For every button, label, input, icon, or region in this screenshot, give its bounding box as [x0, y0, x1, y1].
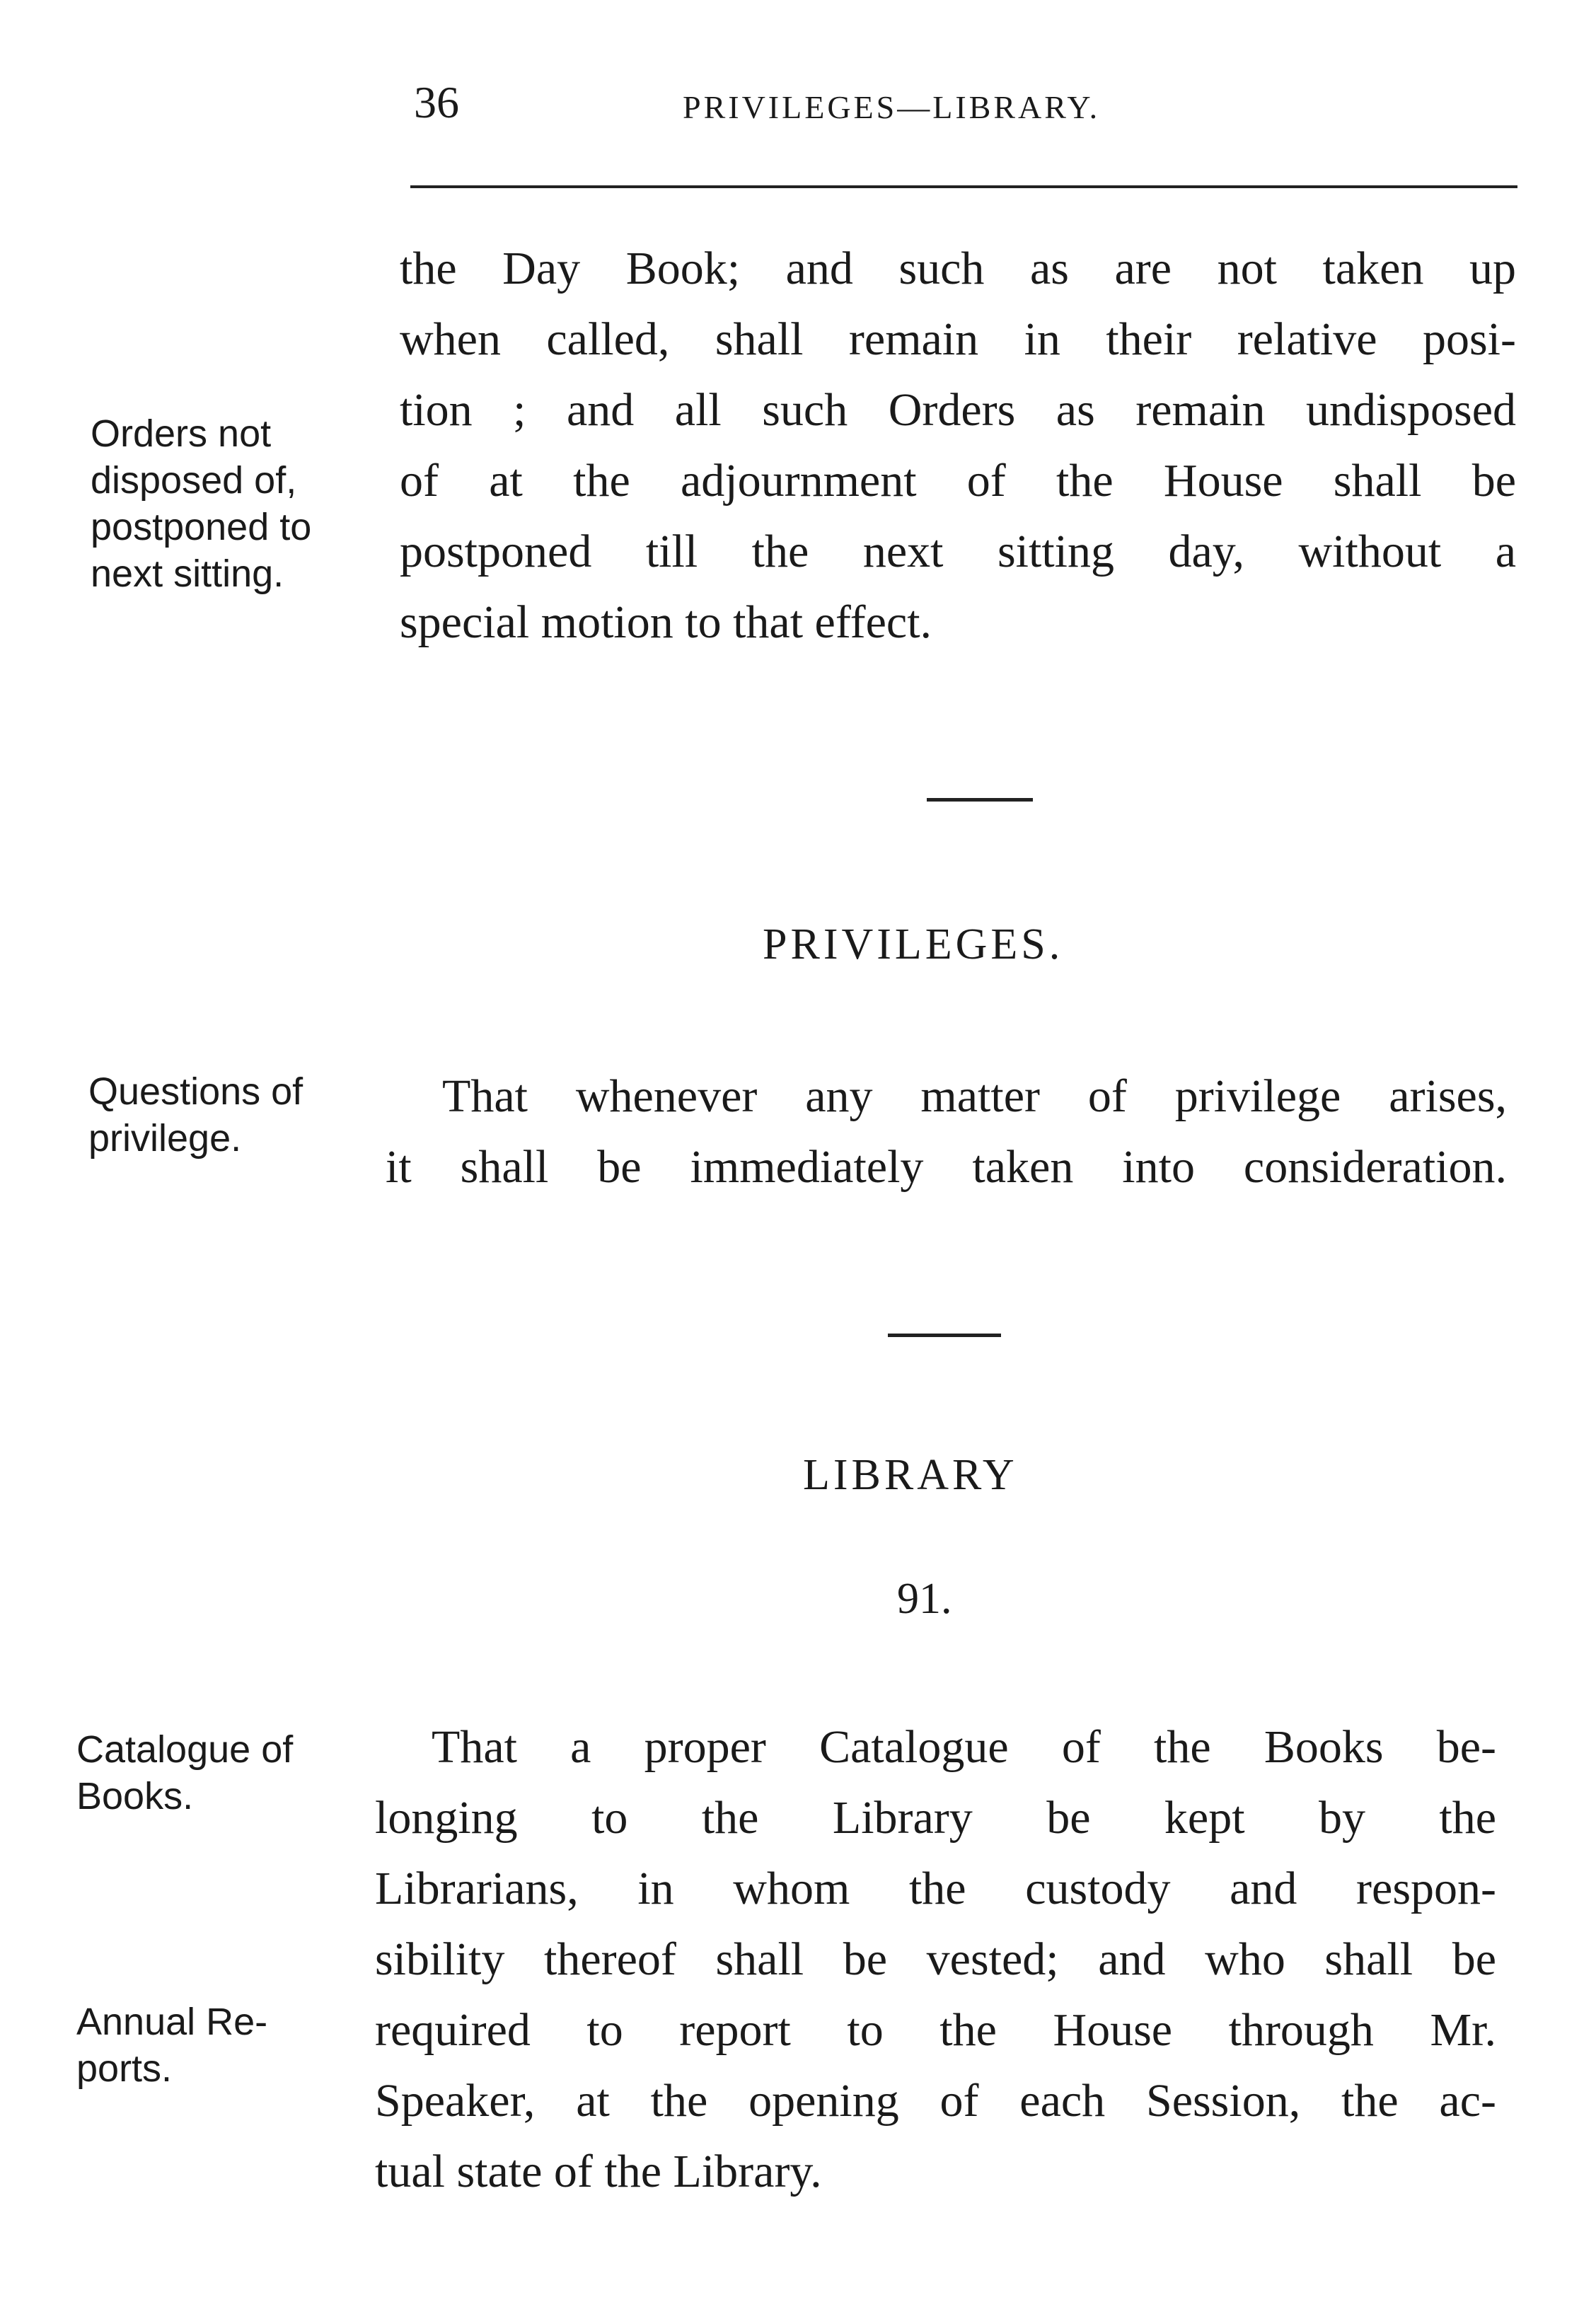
body-line: tion ; and all such Orders as remain undisposed: [400, 384, 1516, 436]
privileges-heading: PRIVILEGES.: [763, 920, 1064, 968]
margin-note-catalogue: [76, 1726, 293, 1820]
margin-note-line: disposed of,: [91, 459, 297, 502]
continuation-paragraph: [400, 233, 1516, 658]
library-paragraph: [375, 1712, 1496, 2207]
body-line: longing to the Library be kept by the: [375, 1792, 1496, 1844]
body-line: special motion to that effect.: [400, 596, 932, 648]
body-line: Speaker, at the opening of each Session, the ac-: [375, 2075, 1496, 2127]
margin-note-line: Books.: [76, 1775, 194, 1817]
margin-note-line: ports.: [76, 2047, 173, 2090]
body-line: That whenever any matter of privilege arises,: [442, 1070, 1507, 1122]
body-line: of at the adjournment of the House shall be: [400, 455, 1516, 507]
margin-note-line: next sitting.: [91, 553, 284, 595]
margin-note-line: postponed to: [91, 506, 312, 548]
body-line: tual state of the Library.: [375, 2146, 822, 2197]
margin-note-line: Orders not: [91, 412, 272, 455]
running-title: PRIVILEGES—LIBRARY.: [683, 89, 1101, 125]
body-line: it shall be immediately taken into consideration.: [386, 1141, 1507, 1193]
margin-note-line: Questions of: [88, 1070, 303, 1113]
page-number: 36: [414, 77, 459, 127]
rule-number: 91.: [897, 1575, 952, 1623]
body-line: the Day Book; and such as are not taken up: [400, 243, 1516, 294]
body-line: when called, shall remain in their relative posi-: [400, 313, 1516, 365]
body-line: Librarians, in whom the custody and respon-: [375, 1863, 1496, 1914]
body-line: postponed till the next sitting day, without a: [400, 526, 1516, 577]
margin-note-line: Catalogue of: [76, 1728, 294, 1771]
margin-note-reports: [76, 1999, 267, 2092]
margin-note-line: privilege.: [88, 1117, 242, 1160]
section-separator: [888, 1334, 1001, 1337]
section-separator: [927, 798, 1033, 802]
body-line: required to report to the House through Mr.: [375, 2004, 1496, 2056]
header-rule: [410, 185, 1517, 188]
margin-note-line: Annual Re-: [76, 2001, 268, 2043]
library-heading: LIBRARY: [803, 1451, 1018, 1499]
body-line: sibility thereof shall be vested; and who shall be: [375, 1933, 1496, 1985]
body-line: That a proper Catalogue of the Books be-: [432, 1721, 1496, 1773]
margin-note-privilege: [88, 1068, 303, 1162]
privileges-paragraph: [386, 1061, 1507, 1203]
margin-note-orders: [91, 410, 311, 597]
